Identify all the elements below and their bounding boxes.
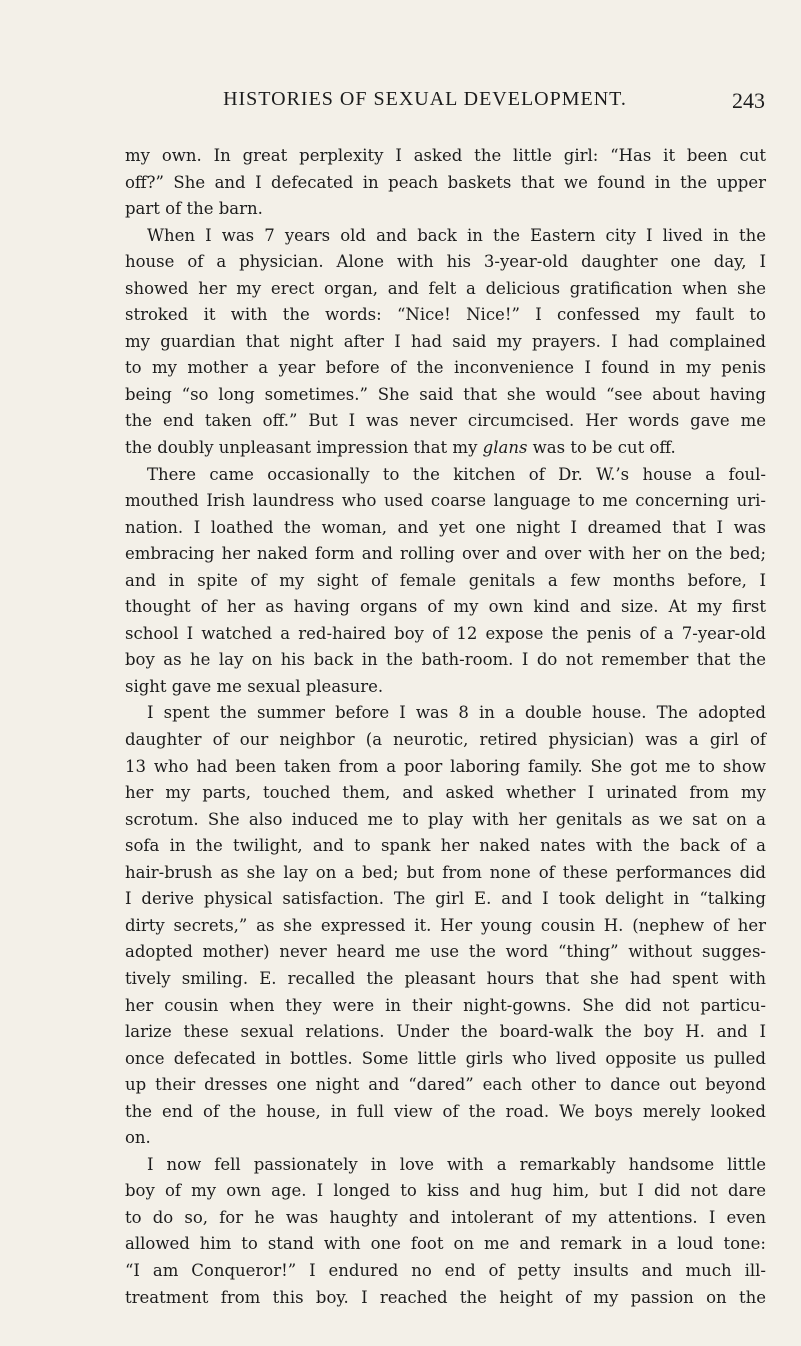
text-line: thought of her as having organs of my own kind and size. At my first bbox=[125, 597, 766, 617]
running-title: HISTORIES OF SEXUAL DEVELOPMENT. bbox=[223, 88, 627, 110]
italic-word: glans bbox=[482, 438, 528, 458]
text-line: allowed him to stand with one foot on me and remark in a loud tone: bbox=[125, 1234, 766, 1254]
text-line: “I am Conqueror!” I endured no end of petty insults and much ill- bbox=[125, 1260, 766, 1280]
text-line: on. bbox=[125, 1128, 151, 1148]
paragraph-5 bbox=[125, 1152, 766, 1311]
text-line: once defecated in bottles. Some little girls who lived opposite us pulled bbox=[125, 1048, 766, 1068]
body-text bbox=[125, 143, 766, 1311]
text-line: tively smiling. E. recalled the pleasant hours that she had spent with bbox=[125, 968, 766, 988]
text-line: I derive physical satisfaction. The girl E. and I took delight in “talking bbox=[125, 889, 766, 909]
text-line: 13 who had been taken from a poor laboring family. She got me to show bbox=[125, 756, 766, 776]
text-line: off?” She and I defecated in peach baskets that we found in the upper bbox=[125, 172, 766, 192]
text-line: being “so long sometimes.” She said that she would “see about having bbox=[125, 384, 766, 404]
text-line: treatment from this boy. I reached the height of my passion on the bbox=[125, 1287, 766, 1307]
text-line: boy of my own age. I longed to kiss and hug him, but I did not dare bbox=[125, 1181, 766, 1201]
text-line: house of a physician. Alone with his 3-year-old daughter one day, I bbox=[125, 252, 766, 272]
paragraph-1 bbox=[125, 143, 766, 223]
text-line: part of the barn. bbox=[125, 199, 263, 219]
text-line: mouthed Irish laundress who used coarse language to me concerning uri- bbox=[125, 491, 766, 511]
text-line: her my parts, touched them, and asked whether I urinated from my bbox=[125, 783, 766, 803]
text-line: to my mother a year before of the inconvenience I found in my penis bbox=[125, 358, 766, 378]
text-line: hair-brush as she lay on a bed; but from none of these performances did bbox=[125, 862, 766, 882]
running-head bbox=[125, 88, 765, 118]
text-line: and in spite of my sight of female genitals a few months before, I bbox=[125, 570, 766, 590]
text-line: adopted mother) never heard me use the word “thing” without sugges- bbox=[125, 942, 766, 962]
text-line: her cousin when they were in their night-gowns. She did not particu- bbox=[125, 995, 766, 1015]
text-line: daughter of our neighbor (a neurotic, retired physician) was a girl of bbox=[125, 730, 766, 750]
text-line: embracing her naked form and rolling over and over with her on the bed; bbox=[125, 544, 766, 564]
text-line: sofa in the twilight, and to spank her naked nates with the back of a bbox=[125, 836, 766, 856]
text-line: the end of the house, in full view of the road. We boys merely looked bbox=[125, 1101, 766, 1121]
page-number: 243 bbox=[732, 88, 765, 113]
text-line: the doubly unpleasant impression that my glans was to be cut off. bbox=[125, 438, 676, 458]
paragraph-3 bbox=[125, 462, 766, 701]
text-line: showed her my erect organ, and felt a delicious gratification when she bbox=[125, 278, 766, 298]
paragraph-2 bbox=[125, 223, 766, 462]
text-line: the end taken off.” But I was never circumcised. Her words gave me bbox=[125, 411, 766, 431]
text-line: school I watched a red-haired boy of 12 expose the penis of a 7-year-old bbox=[125, 623, 766, 643]
text-line: my own. In great perplexity I asked the little girl: “Has it been cut bbox=[125, 146, 766, 165]
text-line: There came occasionally to the kitchen of Dr. W.’s house a foul- bbox=[147, 464, 766, 484]
text-line: scrotum. She also induced me to play with her genitals as we sat on a bbox=[125, 809, 766, 829]
text-line: I now fell passionately in love with a remarkably handsome little bbox=[147, 1154, 766, 1174]
text-line: I spent the summer before I was 8 in a double house. The adopted bbox=[147, 703, 766, 723]
text-line: to do so, for he was haughty and intolerant of my attentions. I even bbox=[125, 1207, 766, 1227]
text-line: my guardian that night after I had said my prayers. I had complained bbox=[125, 331, 766, 351]
text-line: sight gave me sexual pleasure. bbox=[125, 676, 384, 696]
text-line: stroked it with the words: “Nice! Nice!” I confessed my fault to bbox=[125, 305, 766, 325]
text-line: When I was 7 years old and back in the Eastern city I lived in the bbox=[147, 225, 766, 245]
text-line: up their dresses one night and “dared” each other to dance out beyond bbox=[125, 1075, 766, 1095]
paragraph-4 bbox=[125, 700, 766, 1151]
text-line: larize these sexual relations. Under the board-walk the boy H. and I bbox=[125, 1022, 766, 1042]
text-line: nation. I loathed the woman, and yet one night I dreamed that I was bbox=[125, 517, 766, 537]
text-line: dirty secrets,” as she expressed it. Her young cousin H. (nephew of her bbox=[125, 915, 766, 935]
text-line: boy as he lay on his back in the bath-room. I do not remember that the bbox=[125, 650, 766, 670]
